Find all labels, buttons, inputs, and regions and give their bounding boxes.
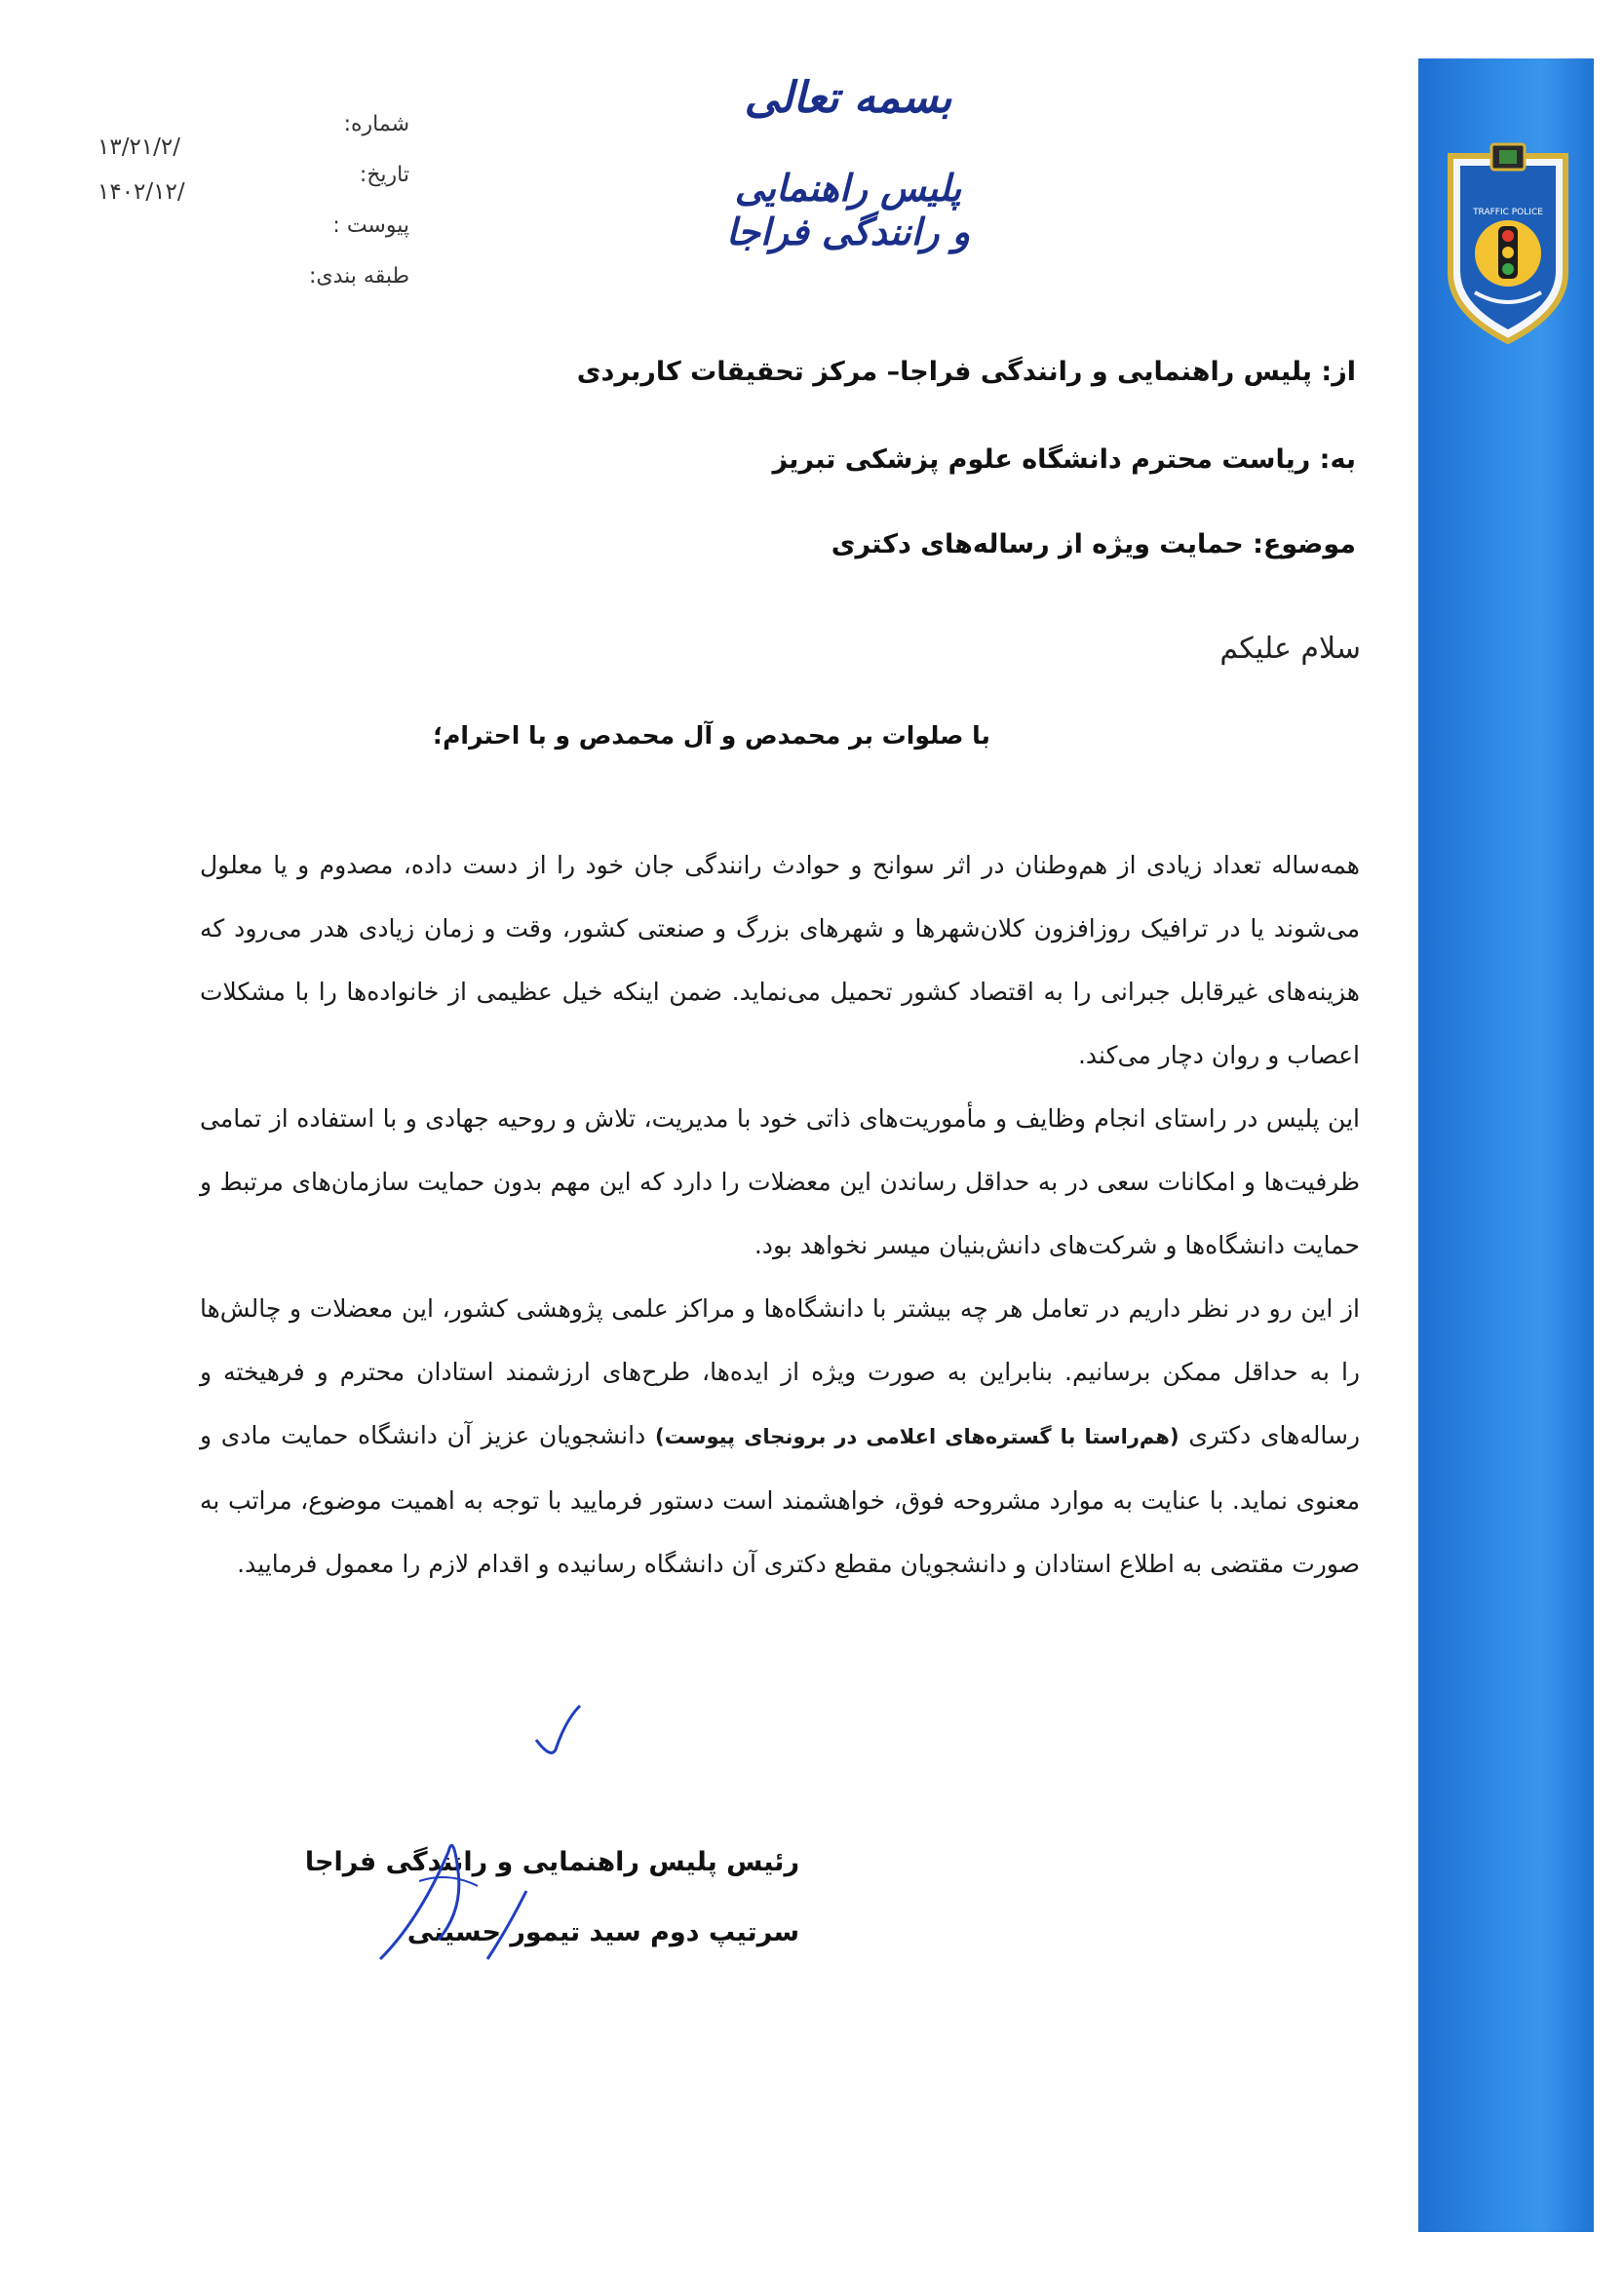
organization-name: پلیس راهنمایی و رانندگی فراجا	[725, 165, 971, 254]
paragraph-3-start: از این رو در نظر داریم در تعامل هر چه بیشتر با دانشگاه‌ها و مراکز علمی پژوهشی کشور، این معضلات و چالش‌ها را به حداقل ممکن برسانیم. بنابراین به صورت ویژه از ایده‌ها، طرح‌های ارزشمند استادان محترم و فرهیخته و رساله‌های دکتری	[200, 1294, 1361, 1449]
subject-line: موضوع: حمایت ویژه از رساله‌های دکتری	[831, 529, 1356, 559]
blue-side-strip	[1418, 58, 1594, 2232]
from-line: از: پلیس راهنمایی و رانندگی فراجا– مرکز تحقیقات کاربردی	[576, 357, 1356, 387]
letter-meta-labels	[273, 112, 409, 315]
to-line: به: ریاست محترم دانشگاه علوم پزشکی تبریز	[772, 444, 1356, 475]
attachment-label: پیوست :	[332, 213, 409, 238]
emblem-text: TRAFFIC POLICE	[1473, 208, 1543, 217]
date-label: تاریخ:	[359, 163, 409, 187]
handwritten-signature	[361, 1813, 634, 1969]
signatory-title: رئیس پلیس راهنمایی و رانندگی فراجا	[304, 1847, 799, 1877]
letterhead	[721, 73, 975, 254]
paragraph-3	[200, 1277, 1360, 1596]
bismillah-heading: بسمه تعالی	[744, 73, 952, 123]
pen-tick-mark	[526, 1701, 585, 1769]
traffic-police-emblem	[1441, 136, 1575, 346]
number-label: شماره:	[343, 112, 409, 136]
letter-number: ۱۳/۲۱/۲/	[97, 135, 181, 160]
classification-label: طبقه بندی:	[308, 264, 409, 289]
paragraph-2: این پلیس در راستای انجام وظایف و مأموریت‌های ذاتی خود با مدیریت، تلاش و روحیه جهادی و با استفاده از تمامی ظرفیت‌ها و امکانات سعی در به حداقل رساندن این معضلات را دارد که این مهم بدون حمایت سازمان‌های مرتبط و حمایت دانشگاه‌ها و شرکت‌های دانش‌بنیان میسر نخواهد بود.	[200, 1104, 1360, 1259]
paragraph-1: همه‌ساله تعداد زیادی از هم‌وطنان در اثر سوانح و حوادث رانندگی جان خود را از دست داده، مصدوم و یا معلول می‌شوند یا در ترافیک روزافزون کلان‌شهرها و شهرهای بزرگ و صنعتی کشور، وقت و زمان زیادی هدر می‌رود که هزینه‌های غیرقابل جبرانی را به اقتصاد کشور تحمیل می‌نماید. ضمن اینکه خیل عظیمی از خانواده‌ها را با مشکلات اعصاب و روان دچار می‌کند.	[200, 851, 1360, 1069]
letter-date: ۱۴۰۲/۱۲/	[97, 179, 185, 205]
signatory-name: سرتیپ دوم سید تیمور حسینی	[406, 1917, 799, 1947]
letter-body	[200, 833, 1360, 1596]
greeting: سلام علیکم	[1219, 632, 1361, 666]
salavat-line: با صلوات بر محمدص و آل محمدص و با احترام؛	[433, 721, 990, 750]
paragraph-3-bold: (هم‌راستا با گستره‌های اعلامی در برونجای پیوست)	[654, 1425, 1179, 1448]
paragraph-3-end: دانشجویان عزیز آن دانشگاه حمایت مادی و معنوی نماید. با عنایت به موارد مشروحه فوق، خواهشمند است دستور فرمایید با توجه به اهمیت موضوع، مراتب به صورت مقتضی به اطلاع استادان و دانشجویان مقطع دکتری آن دانشگاه رسانیده و اقدام لازم را معمول فرمایید.	[200, 1421, 1360, 1578]
letter-meta-values	[97, 135, 224, 224]
